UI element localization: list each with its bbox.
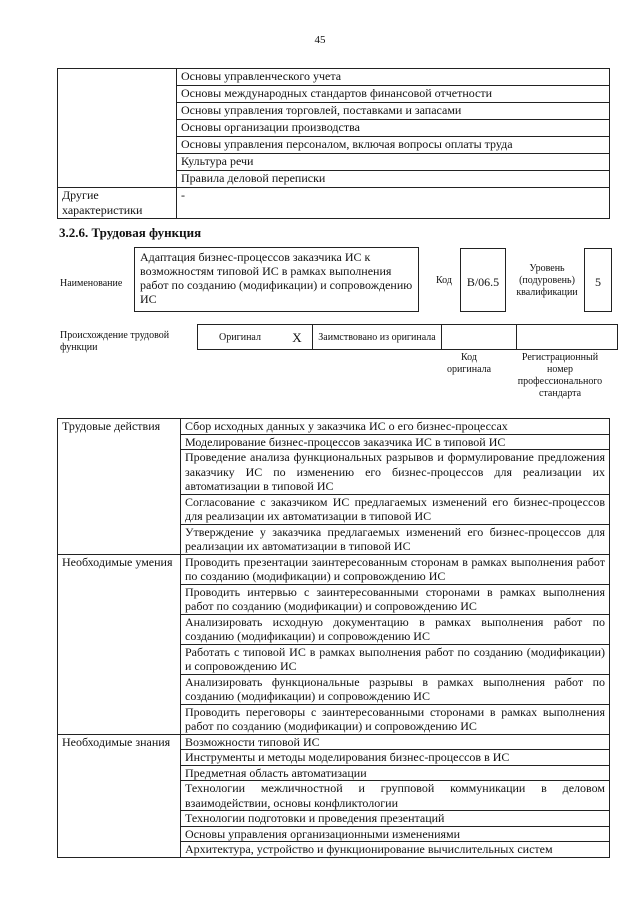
group-label-continuation: [58, 674, 181, 704]
list-item: Технологии межличностной и групповой коммуникации в деловом взаимодействии, основы конфликтологии: [181, 781, 610, 811]
group-label-continuation: [58, 704, 181, 734]
list-item: Основы международных стандартов финансовой отчетности: [177, 86, 610, 103]
origin-original: Оригинал: [198, 325, 283, 350]
section-title: 3.2.6. Трудовая функция: [59, 225, 202, 240]
table-row: [58, 781, 610, 811]
list-item: Анализировать функциональные разрывы в рамках выполнения работ по созданию (модификации) и сопровождению ИС: [181, 674, 610, 704]
list-item: Проводить переговоры с заинтересованными сторонами в рамках выполнения работ по созданию (модификации) и сопровождению ИС: [181, 704, 610, 734]
origin-borrowed: Заимствовано из оригинала: [313, 325, 442, 350]
function-name-box: Адаптация бизнес-процессов заказчика ИС к возможностям типовой ИС в рамках выполнения работ по созданию (модификации) и сопровождению ИС: [134, 247, 419, 312]
table-row: [58, 450, 610, 495]
name-label: Наименование: [60, 278, 123, 289]
group-label-continuation: [58, 765, 181, 781]
table-row: [58, 674, 610, 704]
table-row: [58, 188, 610, 219]
group-label-continuation: [58, 644, 181, 674]
registration-number-caption: Регистрационный номер профессионального стандарта: [517, 352, 603, 399]
table-row: [58, 826, 610, 842]
table-row: [58, 704, 610, 734]
list-item: Возможности типовой ИС: [181, 734, 610, 750]
level-box: 5: [584, 248, 612, 312]
origin-label: Происхождение трудовой функции: [60, 330, 170, 353]
list-item: Проведение анализа функциональных разрывов и формулирование предложения заказчику ИС по изменению его бизнес-процессов для реализации их автоматизации в типовой ИС: [181, 450, 610, 495]
table-row: [58, 765, 610, 781]
function-details-table: [57, 418, 610, 858]
group-label-continuation: [58, 781, 181, 811]
list-item: Технологии подготовки и проведения презентаций: [181, 811, 610, 827]
list-item: Утверждение у заказчика предлагаемых изменений его бизнес-процессов для реализации их автоматизации в типовой ИС: [181, 524, 610, 554]
group-label: Необходимые знания: [58, 734, 181, 750]
list-item: Основы управления торговлей, поставками и запасами: [177, 103, 610, 120]
group-label-continuation: [58, 614, 181, 644]
list-item: Культура речи: [177, 154, 610, 171]
origin-code-cell: [442, 325, 517, 350]
group-label-continuation: [58, 494, 181, 524]
list-item: Предметная область автоматизации: [181, 765, 610, 781]
table-row: [58, 750, 610, 766]
code-original-caption: Код оригинала: [446, 352, 492, 375]
list-item: Архитектура, устройство и функционирование вычислительных систем: [181, 842, 610, 858]
list-item: Основы управления организационными изменениями: [181, 826, 610, 842]
origin-reg-cell: [517, 325, 618, 350]
origin-table: [197, 324, 618, 350]
table-row: [58, 644, 610, 674]
list-item: Правила деловой переписки: [177, 171, 610, 188]
level-label: Уровень (подуровень) квалификации: [516, 263, 578, 298]
list-item: Работать с типовой ИС в рамках выполнения работ по созданию (модификации) и сопровождению ИС: [181, 644, 610, 674]
knowledge-label-cell: [58, 69, 177, 188]
group-label-continuation: [58, 584, 181, 614]
list-item: Согласование с заказчиком ИС предлагаемых изменений его бизнес-процессов для реализации их автоматизации в типовой ИС: [181, 494, 610, 524]
continued-requirements-table: [57, 68, 610, 219]
table-row: [58, 434, 610, 450]
list-item: Моделирование бизнес-процессов заказчика ИС в типовой ИС: [181, 434, 610, 450]
group-label-continuation: [58, 826, 181, 842]
code-label: Код: [436, 275, 452, 286]
table-row: [58, 494, 610, 524]
table-row: [58, 419, 610, 435]
table-row: [58, 554, 610, 584]
group-label-continuation: [58, 750, 181, 766]
table-row: [58, 584, 610, 614]
list-item: Основы управленческого учета: [177, 69, 610, 86]
group-label: Необходимые умения: [58, 554, 181, 584]
list-item: Инструменты и методы моделирования бизнес-процессов в ИС: [181, 750, 610, 766]
table-row: [58, 69, 610, 86]
group-label: Трудовые действия: [58, 419, 181, 435]
list-item: Анализировать исходную документацию в рамках выполнения работ по созданию (модификации) и сопровождению ИС: [181, 614, 610, 644]
group-label-continuation: [58, 524, 181, 554]
table-row: [58, 811, 610, 827]
table-row: [58, 734, 610, 750]
list-item: Основы управления персоналом, включая вопросы оплаты труда: [177, 137, 610, 154]
table-row: [58, 524, 610, 554]
code-box: B/06.5: [460, 248, 506, 312]
group-label-continuation: [58, 811, 181, 827]
group-label-continuation: [58, 434, 181, 450]
group-label-continuation: [58, 842, 181, 858]
group-label-continuation: [58, 450, 181, 495]
other-characteristics-value: -: [177, 188, 610, 219]
table-row: [58, 842, 610, 858]
list-item: Проводить презентации заинтересованным сторонам в рамках выполнения работ по созданию (модификации) и сопровождению ИС: [181, 554, 610, 584]
page-number: 45: [314, 34, 326, 46]
list-item: Основы организации производства: [177, 120, 610, 137]
origin-mark: X: [282, 325, 313, 350]
list-item: Проводить интервью с заинтересованными сторонами в рамках выполнения работ по созданию (модификации) и сопровождению ИС: [181, 584, 610, 614]
table-row: [58, 614, 610, 644]
list-item: Сбор исходных данных у заказчика ИС о его бизнес-процессах: [181, 419, 610, 435]
other-characteristics-label: Другие характеристики: [58, 188, 177, 219]
